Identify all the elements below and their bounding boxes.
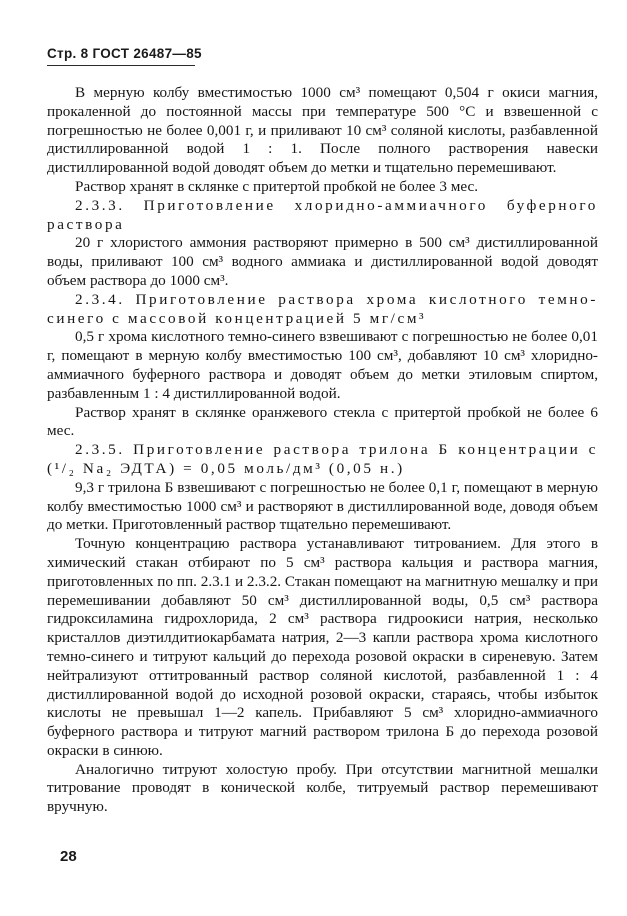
paragraph-buffer-preparation: 20 г хлористого аммония растворяют примерно в 500 см³ дистиллированной воды, приливают 100 см³ водного аммиака и дистиллированной водой доводят объем раствора до 1000 см³. [47, 234, 598, 289]
section-heading-2-3-3: 2.3.3. Приготовление хлоридно-аммиачного буферного раствора [47, 196, 598, 233]
section-heading-2-3-5: 2.3.5. Приготовление раствора трилона Б концентрации c (¹/₂ Na₂ ЭДТА) = 0,05 моль/дм³ (0,05 н.) [47, 441, 598, 477]
body-text [47, 84, 598, 817]
paragraph-storage-3-months: Раствор хранят в склянке с притертой пробкой не более 3 мес. [75, 177, 478, 195]
paragraph-trilon-preparation: 9,3 г трилона Б взвешивают с погрешностью не более 0,1 г, помещают в мерную колбу вместимостью 1000 см³ и растворяют в дистиллированной воде, доводя объем до метки. Приготовленный раствор тщательно перемешивают. [47, 478, 598, 534]
paragraph-storage-6-months: Раствор хранят в склянке оранжевого стекла с притертой пробкой не более 6 мес. [47, 403, 598, 440]
paragraph-chrome-dye-preparation: 0,5 г хрома кислотного темно-синего взвешивают с погрешностью не более 0,01 г, помещают в мерную колбу вместимостью 100 см³, добавляют 10 см³ хлоридно-аммиачного буферного раствора и доводят объем до метки этиловым спиртом, разбавленным 1 : 4 дистиллированной водой. [47, 328, 598, 402]
page-number: 28 [60, 848, 77, 865]
header-rule [47, 65, 195, 66]
paragraph-magnesium-solution: В мерную колбу вместимостью 1000 см³ помещают 0,504 г окиси магния, прокаленной до постоянной массы при температуре 500 °С и взвешенной с погрешностью не более 0,001 г, и приливают 10 см³ соляной кислоты, разбавленной дистиллированной водой 1 : 1. После полного растворения навески дистиллированной водой доводят объем до метки и тщательно перемешивают. [47, 84, 598, 177]
paragraph-titration-procedure: Точную концентрацию раствора устанавливают титрованием. Для этого в химический стакан отбирают по 5 см³ раствора кальция и раствора магния, приготовленных по пп. 2.3.1 и 2.3.2. Стакан помещают на магнитную мешалку и при перемешивании добавляют 50 см³ дистиллированной воды, 0,5 см³ раствора гидроксиламина гидрохлорида, 2 см³ раствора гидроокиси натрия, несколько кристаллов диэтилдитиокарбамата натрия, 2—3 капли раствора хрома кислотного темно-синего и титруют кальций до перехода розовой окраски в сиреневую. Затем нейтрализуют оттитрованный раствор соляной кислотой, разбавленной 1 : 4 дистиллированной водой до исходной розовой окраски, стараясь, чтобы избыток кислоты не превышал 1—2 капель. Прибавляют 5 см³ хлоридно-аммиачного буферного раствора и титруют магний раствором трилона Б до перехода розовой окраски в синюю. [47, 535, 598, 759]
section-heading-2-3-4: 2.3.4. Приготовление раствора хрома кислотного темно-синего с массовой концентрацией 5 мг/см³ [47, 290, 598, 327]
page-header: Стр. 8 ГОСТ 26487—85 [47, 46, 202, 61]
paragraph-blank-sample: Аналогично титруют холостую пробу. При отсутствии магнитной мешалки титрование проводят в конической колбе, титруемый раствор перемешивают вручную. [47, 760, 598, 816]
